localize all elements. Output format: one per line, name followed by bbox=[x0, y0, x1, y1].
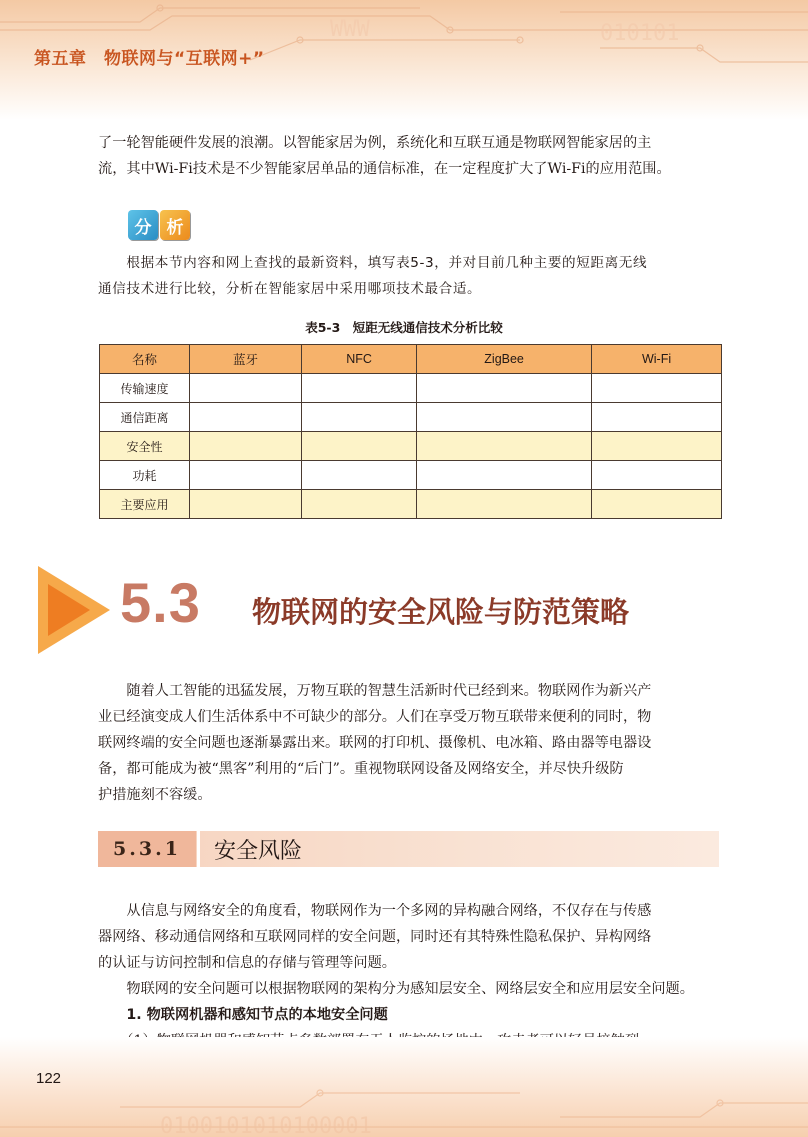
text-line: 联网终端的安全问题也逐渐暴露出来。联网的打印机、摄像机、电冰箱、路由器等电器设 bbox=[98, 735, 652, 751]
svg-text:0100101010100001: 0100101010100001 bbox=[160, 1114, 372, 1137]
section-arrow-icon bbox=[38, 566, 110, 654]
text-line: 流，其中Wi-Fi技术是不少智能家居单品的通信标准，在一定程度扩大了Wi-Fi的应用范围。 bbox=[98, 161, 671, 177]
text-line: 根据本节内容和网上查找的最新资料，填写表5-3，并对目前几种主要的短距离无线 bbox=[98, 255, 648, 271]
text-line: 业已经演变成人们生活体系中不可缺少的部分。人们在享受万物互联带来便利的同时，物 bbox=[98, 709, 652, 725]
text-line: 器网络、移动通信网络和互联网同样的安全问题，同时还有其特殊性隐私保护、异构网络 bbox=[98, 929, 652, 945]
analysis-badge bbox=[128, 210, 190, 240]
section-number: 5.3 bbox=[120, 571, 201, 634]
table-row bbox=[100, 403, 722, 432]
blank-cell bbox=[592, 490, 722, 519]
blank-cell bbox=[417, 461, 592, 490]
table-header-row bbox=[100, 345, 722, 374]
text-line: 备，都可能成为被“黑客”利用的“后门”。重视物联网设备及网络安全，并尽快升级防 bbox=[98, 761, 624, 777]
blank-cell bbox=[190, 432, 302, 461]
blank-cell bbox=[190, 490, 302, 519]
text-line: 护措施刻不容缓。 bbox=[98, 787, 212, 803]
subsection-number: 5.3.1 bbox=[98, 831, 196, 867]
svg-text:WWW: WWW bbox=[330, 17, 370, 42]
text-line: 了一轮智能硬件发展的浪潮。以智能家居为例，系统化和互联互通是物联网智能家居的主 bbox=[98, 135, 652, 151]
blank-cell bbox=[190, 403, 302, 432]
intro-paragraph bbox=[98, 130, 720, 182]
row-label: 安全性 bbox=[100, 432, 190, 461]
subsection-divider bbox=[197, 831, 200, 867]
row-label: 传输速度 bbox=[100, 374, 190, 403]
comparison-table bbox=[99, 344, 722, 519]
page-footer-band bbox=[0, 1037, 808, 1137]
text-line: 随着人工智能的迅猛发展，万物互联的智慧生活新时代已经到来。物联网作为新兴产 bbox=[98, 683, 652, 699]
analysis-paragraph bbox=[98, 250, 728, 302]
text-line: 从信息与网络安全的角度看，物联网作为一个多网的异构融合网络，不仅存在与传感 bbox=[98, 903, 652, 919]
blank-cell bbox=[592, 432, 722, 461]
blank-cell bbox=[417, 374, 592, 403]
blank-cell bbox=[417, 403, 592, 432]
section-title: 物联网的安全风险与防范策略 bbox=[252, 595, 630, 629]
svg-text:010101: 010101 bbox=[600, 21, 680, 46]
chapter-title: 第五章 物联网与“互联网+” bbox=[34, 49, 265, 69]
text-line: 物联网的安全问题可以根据物联网的架构分为感知层安全、网络层安全和应用层安全问题。 bbox=[98, 981, 694, 997]
blank-cell bbox=[417, 432, 592, 461]
subsection-title: 安全风险 bbox=[214, 839, 303, 864]
blank-cell bbox=[190, 461, 302, 490]
page-header-band bbox=[0, 0, 808, 120]
text-line: 通信技术进行比较，分析在智能家居中采用哪项技术最合适。 bbox=[98, 281, 482, 297]
text-line: 的认证与访问控制和信息的存储与管理等问题。 bbox=[98, 955, 396, 971]
table-caption: 表5-3 短距无线通信技术分析比较 bbox=[305, 320, 503, 335]
numbered-heading: 1. 物联网机器和感知节点的本地安全问题 bbox=[98, 1007, 388, 1023]
row-label: 通信距离 bbox=[100, 403, 190, 432]
circuit-pattern-decoration bbox=[0, 1037, 808, 1137]
table-header-cell: Wi-Fi bbox=[592, 345, 722, 374]
table-header-cell: ZigBee bbox=[417, 345, 592, 374]
blank-cell bbox=[302, 432, 417, 461]
table-row bbox=[100, 432, 722, 461]
table-header-cell: NFC bbox=[302, 345, 417, 374]
table-row bbox=[100, 461, 722, 490]
blank-cell bbox=[302, 461, 417, 490]
blank-cell bbox=[592, 461, 722, 490]
row-label: 功耗 bbox=[100, 461, 190, 490]
blank-cell bbox=[302, 403, 417, 432]
table-row bbox=[100, 374, 722, 403]
badge-char-fen: 分 bbox=[128, 210, 158, 240]
table-header-cell: 蓝牙 bbox=[190, 345, 302, 374]
blank-cell bbox=[190, 374, 302, 403]
badge-char-xi: 析 bbox=[160, 210, 190, 240]
row-label: 主要应用 bbox=[100, 490, 190, 519]
table-row bbox=[100, 490, 722, 519]
blank-cell bbox=[302, 374, 417, 403]
blank-cell bbox=[592, 403, 722, 432]
page-number: 122 bbox=[36, 1070, 62, 1087]
blank-cell bbox=[592, 374, 722, 403]
section-intro-paragraph bbox=[98, 678, 722, 808]
blank-cell bbox=[417, 490, 592, 519]
table-header-cell: 名称 bbox=[100, 345, 190, 374]
blank-cell bbox=[302, 490, 417, 519]
